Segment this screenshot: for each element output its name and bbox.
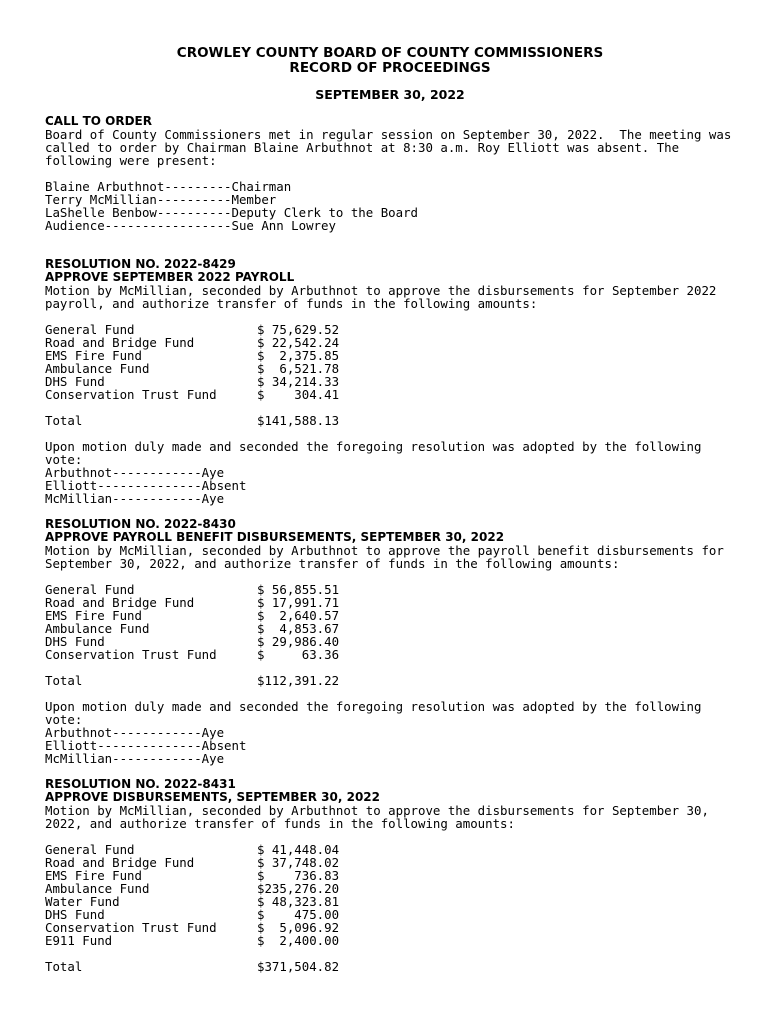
resolution-motion: Motion by McMillian, seconded by Arbuthnot to approve the payroll benefit disbursements for September 30, 2022, and authorize transfer of funds in the following amounts: [45, 543, 732, 571]
total-amount: $371,504.82 [257, 959, 340, 974]
fund-row [45, 895, 735, 908]
fund-amount: $ 475.00 [257, 907, 340, 922]
fund-amount: $ 736.83 [257, 868, 340, 883]
vote-line: McMillian------------Aye [45, 491, 225, 506]
fund-name: Water Fund [45, 894, 120, 909]
resolution-section [45, 258, 735, 505]
document-subtitle: RECORD OF PROCEEDINGS [289, 60, 491, 76]
fund-name: Ambulance Fund [45, 361, 150, 376]
fund-row [45, 856, 735, 869]
resolution-motion: Motion by McMillian, seconded by Arbuthnot to approve the disbursements for September 2022 payroll, and authorize transfer of funds in the following amounts: [45, 283, 724, 311]
fund-amount: $ 2,640.57 [257, 608, 340, 623]
fund-amount: $ 41,448.04 [257, 842, 340, 857]
fund-row [45, 921, 735, 934]
fund-row [45, 388, 735, 401]
resolution-title: APPROVE DISBURSEMENTS, SEPTEMBER 30, 2022 [45, 790, 380, 804]
fund-amount: $ 29,986.40 [257, 634, 340, 649]
fund-name: DHS Fund [45, 907, 105, 922]
fund-row [45, 648, 735, 661]
fund-name: General Fund [45, 322, 135, 337]
resolution-section [45, 518, 735, 765]
fund-row [45, 596, 735, 609]
fund-amount: $ 17,991.71 [257, 595, 340, 610]
resolution-number: RESOLUTION NO. 2022-8430 [45, 517, 236, 531]
fund-row [45, 882, 735, 895]
fund-name: General Fund [45, 842, 135, 857]
fund-amount: $ 56,855.51 [257, 582, 340, 597]
fund-name: DHS Fund [45, 374, 105, 389]
call-to-order-text: Board of County Commissioners met in regular session on September 30, 2022. The meeting was called to order by Chairman Blaine Arbuthnot at 8:30 a.m. Roy Elliott was absent. The following were present: [45, 127, 739, 168]
document-title: CROWLEY COUNTY BOARD OF COUNTY COMMISSIONERS [176, 45, 604, 61]
adoption-statement: Upon motion duly made and seconded the foregoing resolution was adopted by the following vote: [45, 699, 709, 727]
vote-line: Elliott--------------Absent [45, 478, 247, 493]
resolution-motion: Motion by McMillian, seconded by Arbuthnot to approve the disbursements for September 30, 2022, and authorize transfer of funds in the following amounts: [45, 803, 717, 831]
fund-name: Conservation Trust Fund [45, 387, 217, 402]
resolution-title: APPROVE SEPTEMBER 2022 PAYROLL [45, 270, 295, 284]
total-label: Total [45, 413, 83, 428]
fund-name: Road and Bridge Fund [45, 595, 195, 610]
vote-line: Elliott--------------Absent [45, 738, 247, 753]
fund-amount: $ 2,375.85 [257, 348, 340, 363]
total-amount: $112,391.22 [257, 673, 340, 688]
total-row [45, 674, 735, 687]
section-heading: CALL TO ORDER [45, 114, 152, 128]
resolution-number: RESOLUTION NO. 2022-8429 [45, 257, 236, 271]
fund-name: E911 Fund [45, 933, 113, 948]
attendee-line: Audience-----------------Sue Ann Lowrey [45, 218, 336, 233]
fund-name: Conservation Trust Fund [45, 647, 217, 662]
fund-amount: $ 6,521.78 [257, 361, 340, 376]
attendee-line: LaShelle Benbow----------Deputy Clerk to the Board [45, 205, 418, 220]
fund-row [45, 362, 735, 375]
fund-name: EMS Fire Fund [45, 868, 142, 883]
fund-name: Road and Bridge Fund [45, 335, 195, 350]
fund-amount: $ 4,853.67 [257, 621, 340, 636]
call-to-order-section [45, 114, 739, 233]
fund-name: Ambulance Fund [45, 881, 150, 896]
fund-amount: $ 48,323.81 [257, 894, 340, 909]
fund-amount: $ 2,400.00 [257, 933, 340, 948]
fund-name: Conservation Trust Fund [45, 920, 217, 935]
resolutions-list [45, 258, 735, 973]
fund-name: EMS Fire Fund [45, 608, 142, 623]
document-page [45, 45, 739, 974]
vote-line: McMillian------------Aye [45, 751, 225, 766]
total-row [45, 414, 735, 427]
fund-amount: $ 5,096.92 [257, 920, 340, 935]
total-label: Total [45, 959, 83, 974]
fund-row [45, 934, 735, 947]
fund-amount: $ 63.36 [257, 647, 340, 662]
resolution-title: APPROVE PAYROLL BENEFIT DISBURSEMENTS, SEPTEMBER 30, 2022 [45, 530, 505, 544]
vote-line: Arbuthnot------------Aye [45, 725, 225, 740]
vote-line: Arbuthnot------------Aye [45, 465, 225, 480]
fund-amount: $ 37,748.02 [257, 855, 340, 870]
fund-name: Road and Bridge Fund [45, 855, 195, 870]
fund-row [45, 622, 735, 635]
fund-amount: $ 34,214.33 [257, 374, 340, 389]
fund-name: DHS Fund [45, 634, 105, 649]
total-row [45, 960, 735, 973]
fund-name: EMS Fire Fund [45, 348, 142, 363]
fund-amount: $ 304.41 [257, 387, 340, 402]
adoption-statement: Upon motion duly made and seconded the foregoing resolution was adopted by the following vote: [45, 439, 709, 467]
fund-name: General Fund [45, 582, 135, 597]
meeting-date: SEPTEMBER 30, 2022 [315, 87, 465, 102]
attendee-line: Blaine Arbuthnot---------Chairman [45, 179, 292, 194]
attendee-line: Terry McMillian----------Member [45, 192, 277, 207]
resolution-section [45, 778, 735, 973]
fund-name: Ambulance Fund [45, 621, 150, 636]
fund-amount: $ 75,629.52 [257, 322, 340, 337]
fund-amount: $235,276.20 [257, 881, 340, 896]
total-label: Total [45, 673, 83, 688]
total-amount: $141,588.13 [257, 413, 340, 428]
fund-amount: $ 22,542.24 [257, 335, 340, 350]
fund-row [45, 336, 735, 349]
resolution-number: RESOLUTION NO. 2022-8431 [45, 777, 236, 791]
